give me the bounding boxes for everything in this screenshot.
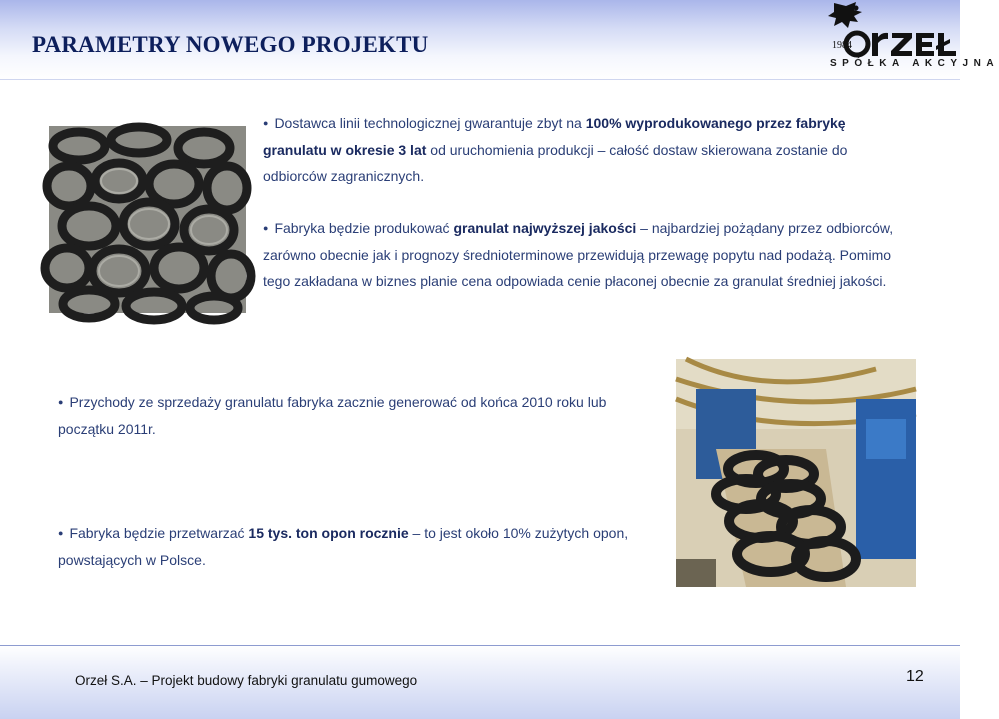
logo-subtitle: SPÓŁKA AKCYJNA <box>830 58 999 69</box>
bullet-icon: ● <box>58 528 64 538</box>
paragraph-revenue-start: ● Przychody ze sprzedaży granulatu fabryka zacznie generować od końca 2010 roku lub początku 2011r. <box>58 394 607 437</box>
bullet-icon: ● <box>263 223 269 233</box>
slide-title: PARAMETRY NOWEGO PROJEKTU <box>32 32 429 57</box>
paragraph-product-quality: ● Fabryka będzie produkować granulat najwyższej jakości – najbardziej pożądany przez odbiorców, zarówno obecnie jak i prognozy średnioterminowe przewidują przewagę popytu nad podażą. Pomimo tego zakładana w biznes planie cena odpowiada cenie płaconej obecnie za granulat średniej jakości. <box>263 220 894 289</box>
recycling-line-photo <box>676 359 916 587</box>
footer-divider <box>0 645 960 646</box>
paragraph-supplier-guarantee: ● Dostawca linii technologicznej gwarantuje zbyt na 100% wyprodukowanego przez fabrykę granulatu w okresie 3 lat od uruchomienia produkcji – całość dostaw skierowana zostanie do odbiorców zagranicznych. <box>263 115 848 184</box>
bullet-icon: ● <box>263 118 269 128</box>
bullet-icon: ● <box>58 397 64 407</box>
logo-year: 1984 <box>832 40 852 51</box>
page-number: 12 <box>906 668 924 685</box>
tire-pile-photo <box>49 126 246 313</box>
paragraph-processing-capacity: ● Fabryka będzie przetwarzać 15 tys. ton opon rocznie – to jest około 10% zużytych opon, powstających w Polsce. <box>58 525 629 568</box>
footer-caption: Orzeł S.A. – Projekt budowy fabryki granulatu gumowego <box>75 673 418 688</box>
